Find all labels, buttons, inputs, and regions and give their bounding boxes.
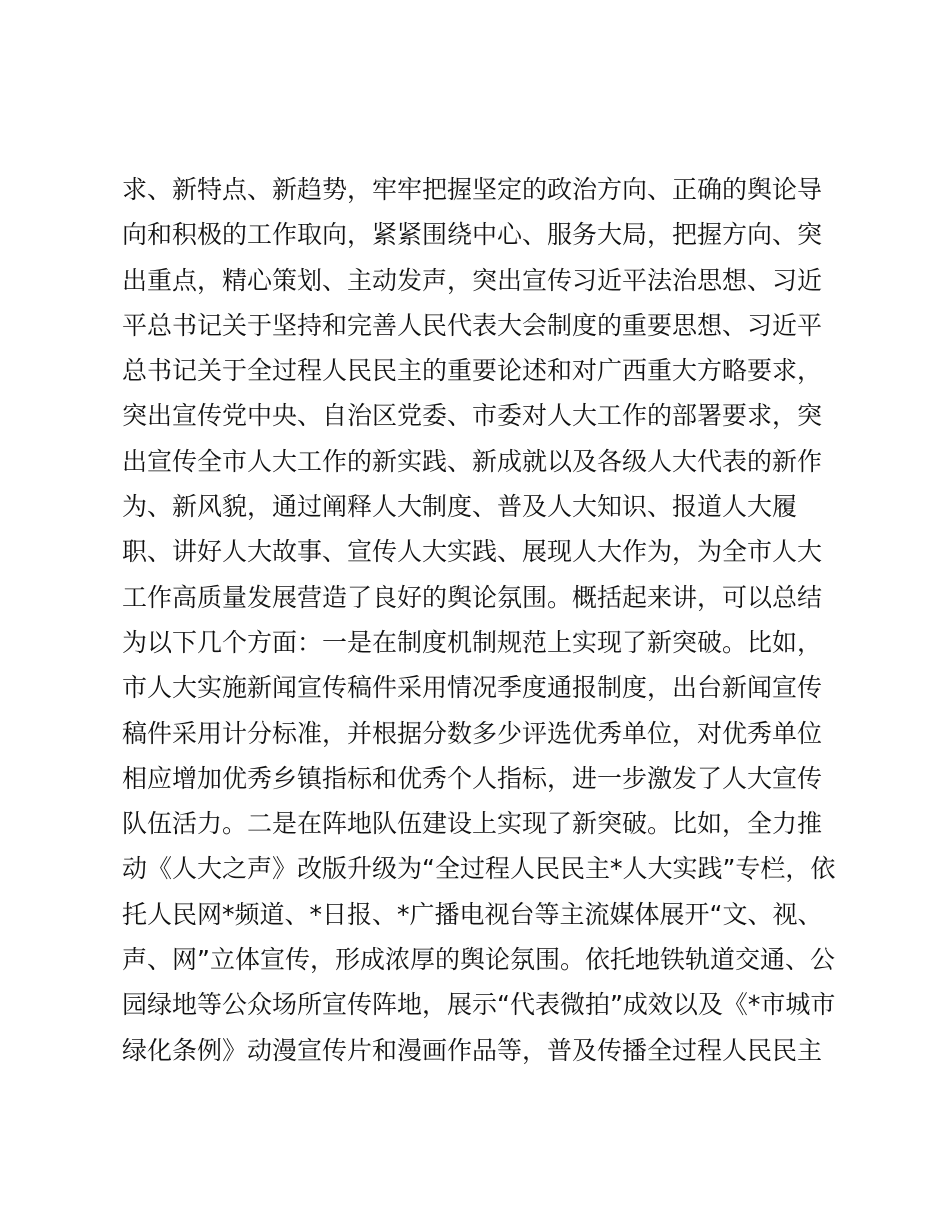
text-line: 突出宣传党中央、自治区党委、市委对人大工作的部署要求，突 [122,401,823,431]
text-line: 求、新特点、新趋势，牢牢把握坚定的政治方向、正确的舆论导 [122,175,823,204]
text-line: 声、网”立体宣传，形成浓厚的舆论氛围。依托地铁轨道交通、公 [122,945,835,975]
text-line: 队伍活力。二是在阵地队伍建设上实现了新突破。比如，全力推 [122,809,823,839]
text-line: 出重点，精心策划、主动发声，突出宣传习近平法治思想、习近 [122,265,823,295]
text-line: 职、讲好人大故事、宣传人大实践、展现人大作为，为全市人大 [122,537,823,567]
text-line: 为、新风貌，通过阐释人大制度、普及人大知识、报道人大履 [122,492,798,522]
text-line: 绿化条例》动漫宣传片和漫画作品等，普及传播全过程人民民主 [122,1035,823,1065]
text-line: 总书记关于全过程人民民主的重要论述和对广西重大方略要求， [122,356,823,386]
text-line: 动《人大之声》改版升级为“全过程人民民主*人大实践”专栏，依 [122,854,836,884]
text-line: 相应增加优秀乡镇指标和优秀个人指标，进一步激发了人大宣传 [122,763,823,793]
text-line: 出宣传全市人大工作的新实践、新成就以及各级人大代表的新作 [122,446,823,476]
text-line: 园绿地等公众场所宣传阵地，展示“代表微拍”成效以及《*市城市 [122,990,836,1020]
text-line: 市人大实施新闻宣传稿件采用情况季度通报制度，出台新闻宣传 [122,673,823,703]
text-line: 工作高质量发展营造了良好的舆论氛围。概括起来讲，可以总结 [122,582,823,612]
text-line: 平总书记关于坚持和完善人民代表大会制度的重要思想、习近平 [122,310,823,340]
text-line: 托人民网*频道、*日报、*广播电视台等主流媒体展开“文、视、 [122,899,823,929]
body-paragraph [122,167,842,1073]
text-line: 向和积极的工作取向，紧紧围绕中心、服务大局，把握方向、突 [122,220,823,250]
text-line: 稿件采用计分标准，并根据分数多少评选优秀单位，对优秀单位 [122,718,823,748]
text-line: 为以下几个方面：一是在制度机制规范上实现了新突破。比如， [122,627,823,657]
